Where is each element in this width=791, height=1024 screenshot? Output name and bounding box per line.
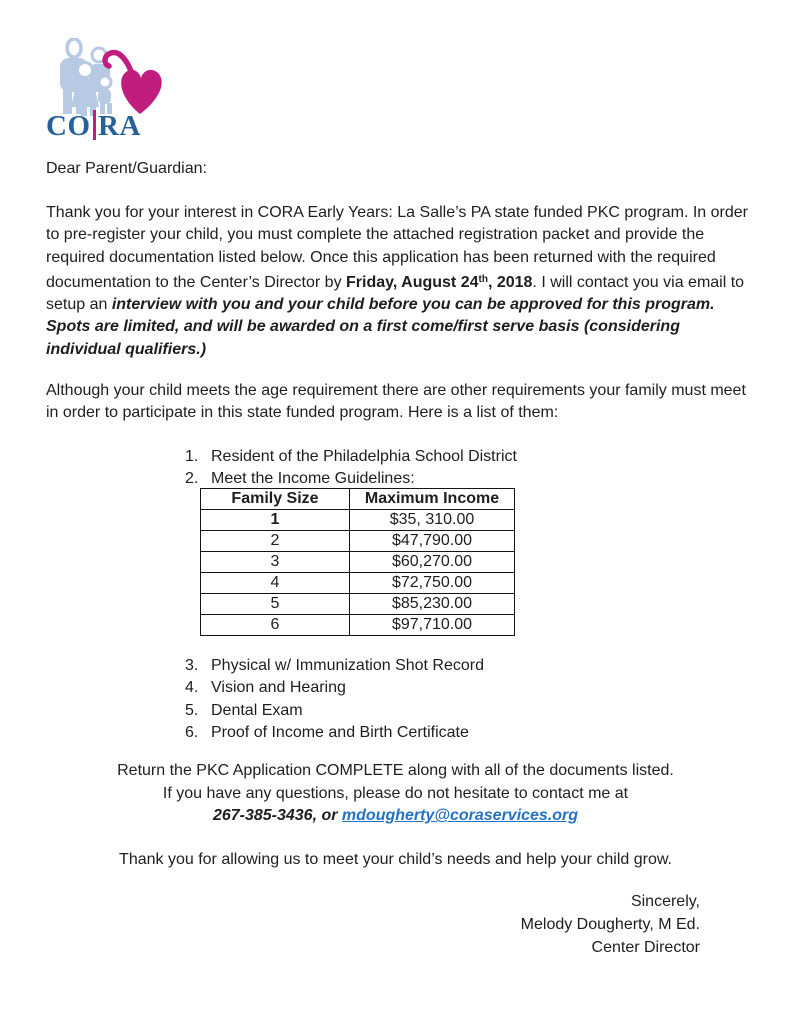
requirement-item-6 — [185, 723, 469, 743]
income-guidelines-table — [200, 488, 515, 636]
due-date-year: , 2018 — [487, 273, 533, 291]
cora-logo — [46, 36, 176, 146]
income-cell: $72,750.00 — [350, 573, 515, 594]
signoff-name: Melody Dougherty, M Ed. — [520, 916, 700, 933]
item-text: Proof of Income and Birth Certificate — [211, 724, 469, 741]
income-cell: $97,710.00 — [350, 615, 515, 636]
table-row — [201, 552, 515, 573]
signoff-title: Center Director — [591, 939, 700, 956]
wordmark-divider — [93, 110, 97, 140]
requirement-item-2 — [185, 469, 415, 489]
intro-paragraph — [46, 202, 748, 361]
table-row — [201, 573, 515, 594]
family-size-cell: 6 — [201, 615, 350, 636]
family-size-cell: 2 — [201, 531, 350, 552]
family-size-cell: 5 — [201, 594, 350, 615]
table-row — [201, 531, 515, 552]
item-text: Meet the Income Guidelines: — [211, 470, 415, 487]
heart-umbrella-icon — [105, 53, 162, 114]
intro-text: Thank you for your interest in CORA Early Years: La Salle’s PA state funded PKC program. In order to pre-register your child, you must complete the attached registration packet and provide the required documentation listed below. Once this application has been returned with the required documentation to the Center’s Director by — [46, 204, 748, 291]
family-size-cell: 3 — [201, 552, 350, 573]
questions-line: If you have any questions, please do not hesitate to contact me at — [162, 785, 629, 802]
wordmark-co: CO — [46, 110, 91, 142]
email-link[interactable]: mdougherty@coraservices.org — [341, 807, 579, 824]
family-size-cell: 4 — [201, 573, 350, 594]
requirement-item-3 — [185, 656, 484, 676]
income-cell: $35, 310.00 — [350, 510, 515, 531]
item-text: Vision and Hearing — [211, 679, 346, 696]
requirements-paragraph: Although your child meets the age requirement there are other requirements your family must meet in order to participate in this state funded program. Here is a list of them: — [46, 382, 746, 422]
family-silhouette-icon — [60, 39, 112, 116]
item-text: Physical w/ Immunization Shot Record — [211, 657, 484, 674]
table-row — [201, 615, 515, 636]
maximum-income-header: Maximum Income — [350, 489, 515, 510]
income-cell: $85,230.00 — [350, 594, 515, 615]
table-row — [201, 510, 515, 531]
family-size-header: Family Size — [201, 489, 350, 510]
requirement-item-4 — [185, 678, 346, 698]
due-date-ordinal: th — [478, 273, 488, 285]
income-cell: $60,270.00 — [350, 552, 515, 573]
table-row — [201, 594, 515, 615]
table-header-row — [201, 489, 515, 510]
family-size-cell: 1 — [201, 510, 350, 531]
item-text: Dental Exam — [211, 702, 303, 719]
income-cell: $47,790.00 — [350, 531, 515, 552]
thank-you-line: Thank you for allowing us to meet your child’s needs and help your child grow. — [119, 851, 672, 868]
wordmark-ra: RA — [98, 110, 141, 142]
return-instruction: Return the PKC Application COMPLETE along with all of the documents listed. — [117, 762, 674, 779]
cora-logo-graphic — [48, 38, 172, 116]
item-number: 1. — [185, 448, 199, 465]
cora-wordmark — [46, 110, 141, 143]
item-number: 5. — [185, 702, 199, 719]
signoff-sincerely: Sincerely, — [630, 893, 700, 910]
requirement-item-1 — [185, 447, 517, 467]
item-number: 3. — [185, 657, 199, 674]
intro-text-2: . I will contact you via email to setup an — [46, 273, 745, 314]
requirement-item-5 — [185, 701, 303, 721]
item-text: Resident of the Philadelphia School District — [211, 448, 517, 465]
item-number: 4. — [185, 679, 199, 696]
item-number: 2. — [185, 470, 199, 487]
phone-number: 267-385-3436, or — [212, 807, 342, 824]
item-number: 6. — [185, 724, 199, 741]
salutation: Dear Parent/Guardian: — [46, 160, 207, 177]
interview-notice-text: interview with you and your child before you can be approved for this program. Spots are limited, and will be awarded on a first come/first serve basis (considering individual qualifiers.) — [46, 296, 715, 358]
due-date-text: Friday, August 24 — [346, 273, 479, 291]
contact-details — [0, 805, 791, 827]
